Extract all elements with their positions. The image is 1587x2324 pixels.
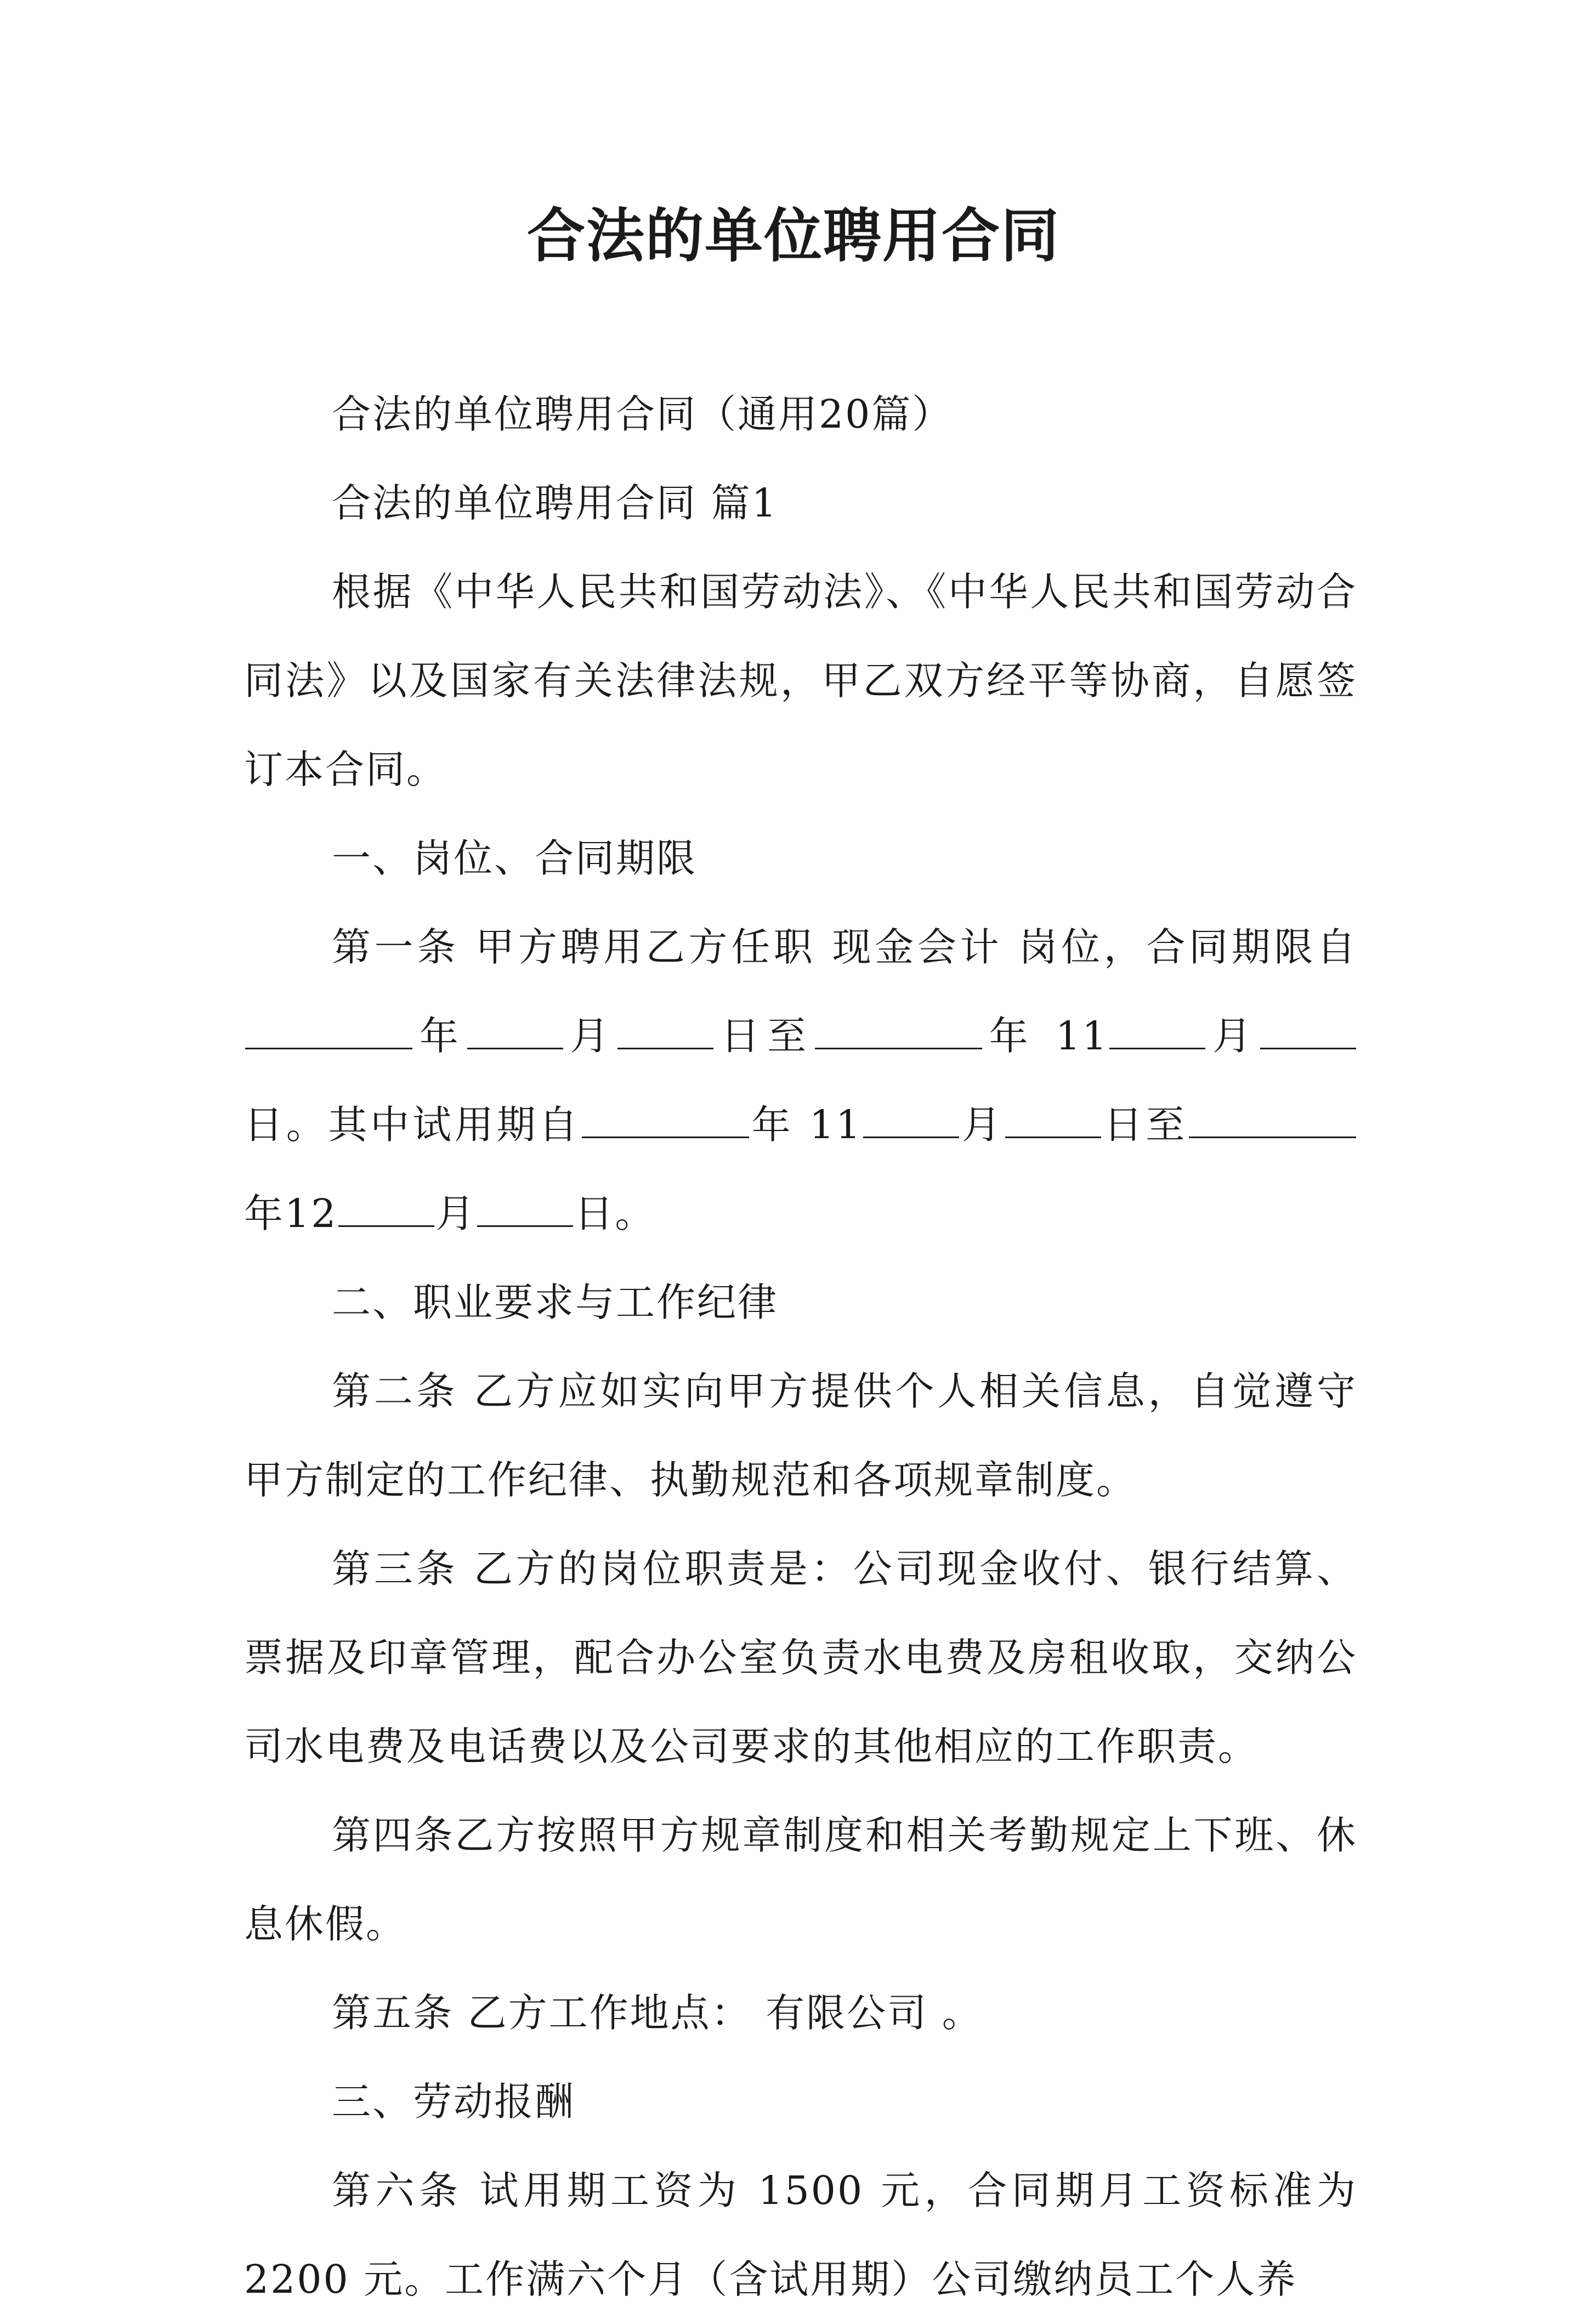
- document-title: 合法的单位聘用合同: [527, 201, 1060, 270]
- intro-paragraph: 根据《中华人民共和国劳动法》、《中华人民共和国劳动合同法》以及国家有关法律法规，甲乙双方经平等协商，自愿签订本合同。: [244, 569, 1357, 792]
- article-1-line-a: 第一条 甲方聘用乙方任职 现金会计 岗位，合同期限: [332, 924, 1317, 970]
- heading-remuneration: 三、劳动报酬: [332, 2079, 576, 2124]
- article-1-ri-zhi: 日至: [715, 1013, 814, 1059]
- article-1-ri-zhi-2: 日至: [1102, 1102, 1188, 1147]
- article-1-yue-4: 月: [435, 1191, 477, 1236]
- article-3-paragraph: 第三条 乙方的岗位职责是：公司现金收付、银行结算、票据及印章管理，配合办公室负责水电费及房租收取，交纳公司水电费及电话费以及公司要求的其他相应的工作职责。: [244, 1546, 1357, 1769]
- heading-requirements-discipline: 二、职业要求与工作纪律: [332, 1280, 779, 1325]
- fill-blank-end-day: [1260, 1015, 1356, 1049]
- fill-blank-probation-end-day: [477, 1192, 573, 1227]
- article-1-nian-11-b: 年 11: [750, 1102, 863, 1147]
- article-4-paragraph: 第四条乙方按照甲方规章制度和相关考勤规定上下班、休息休假。: [244, 1812, 1357, 1947]
- fill-blank-probation-start-year: [582, 1104, 749, 1138]
- fill-blank-end-year: [815, 1015, 982, 1049]
- article-1-month-12: 12: [285, 1191, 338, 1236]
- article-1-probation-start: 其中试用期自: [328, 1102, 581, 1147]
- article-6-paragraph: 第六条 试用期工资为 1500 元，合同期月工资标准为 2200 元。工作满六个月（含试用期）公司缴纳员工个人养: [244, 2168, 1357, 2302]
- fill-blank-probation-start-month: [863, 1104, 959, 1138]
- article-5-paragraph: 第五条 乙方工作地点： 有限公司 。: [332, 1990, 983, 2036]
- document-body: [244, 370, 1357, 2324]
- article-1-ri-end: 日。: [244, 1102, 328, 1147]
- article-1-yue: 月: [564, 1013, 617, 1059]
- article-1-yue-2: 月: [1206, 1013, 1259, 1059]
- fill-blank-probation-end-month: [338, 1192, 434, 1227]
- article-1-nian-2: 年: [244, 1191, 285, 1236]
- article-1-yue-3: 月: [960, 1102, 1004, 1147]
- article-1-nian: 年: [413, 1013, 466, 1059]
- fill-blank-start-month: [467, 1015, 563, 1049]
- document-subtitle: 合法的单位聘用合同（通用20篇）: [332, 391, 953, 437]
- article-2-paragraph: 第二条 乙方应如实向甲方提供个人相关信息，自觉遵守甲方制定的工作纪律、执勤规范和各项规章制度。: [244, 1368, 1357, 1503]
- fill-blank-start-year: [245, 1015, 412, 1049]
- article-1-ri-final: 日。: [574, 1191, 656, 1236]
- heading-positions-term: 一、岗位、合同期限: [332, 836, 698, 881]
- section-heading: 合法的单位聘用合同 篇1: [332, 480, 778, 526]
- article-1-zi: 自: [1316, 924, 1357, 970]
- fill-blank-probation-end-year: [1189, 1104, 1356, 1138]
- article-1-paragraph: [244, 903, 1357, 1258]
- fill-blank-probation-start-day: [1005, 1104, 1101, 1138]
- article-1-nian-11: 年 11: [983, 1013, 1109, 1059]
- fill-blank-end-month: [1109, 1015, 1205, 1049]
- fill-blank-start-day: [617, 1015, 713, 1049]
